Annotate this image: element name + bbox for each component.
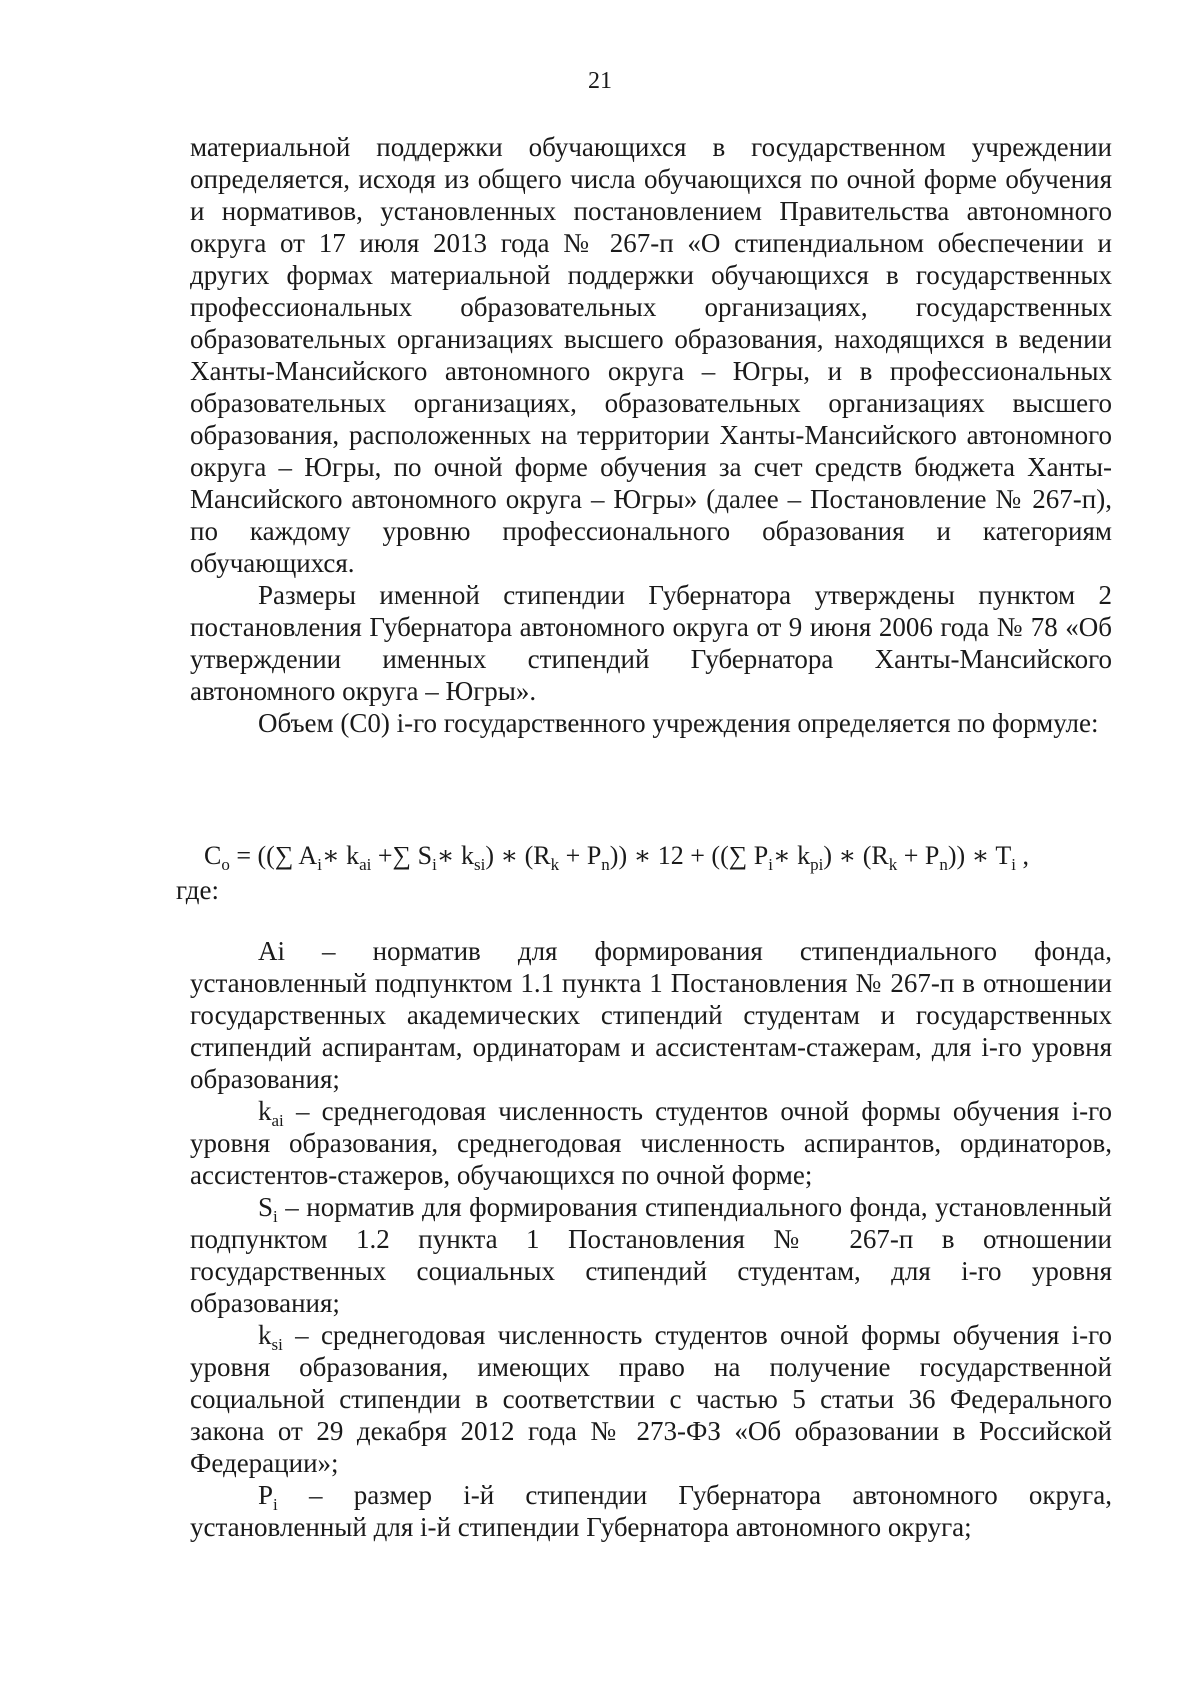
- definition-symbol: k: [258, 1096, 272, 1126]
- formula-lhs-sub: o: [221, 855, 230, 874]
- definition-text: – среднегодовая численность студентов очной формы обучения i-го уровня образования, имеющих право на получение государственной социальной стипендии в соответствии с частью 5 статьи 36 Федерального закона от 29 декабря 2012 года № 273-ФЗ «Об образовании в Российской Федерации»;: [190, 1320, 1112, 1478]
- definition-symbol: Ai: [258, 936, 285, 966]
- formula-term: ,: [1016, 841, 1029, 870]
- formula-subscript: n: [601, 855, 610, 874]
- definition-text: – норматив для формирования стипендиального фонда, установленный подпунктом 1.2 пункта 1 Постановления № 267-п в отношении государственных социальных стипендий студентам, для i-го уровня образования;: [190, 1192, 1112, 1318]
- definition-ksi: [190, 1319, 1112, 1479]
- definition-kai: [190, 1095, 1112, 1191]
- definition-si: [190, 1191, 1112, 1319]
- definition-symbol: S: [258, 1192, 274, 1222]
- formula-term: ) ∗ (R: [823, 841, 889, 870]
- formula-where-label: где:: [176, 875, 219, 905]
- formula-rhs: [229, 841, 1029, 874]
- formula-term: +∑ S: [371, 841, 433, 870]
- definition-symbol-sub: ai: [271, 1111, 284, 1130]
- definition-text: – среднегодовая численность студентов очной формы обучения i-го уровня образования, среднегодовая численность аспирантов, ординаторов, ассистентов-стажеров, обучающихся по очной форме;: [190, 1096, 1112, 1190]
- paragraph-continuation: материальной поддержки обучающихся в государственном учреждении определяется, исходя из общего числа обучающихся по очной форме обучения и нормативов, установленных постановлением Правительства автономного округа от 17 июля 2013 года № 267-п «О стипендиальном обеспечении и других формах материальной поддержки обучающихся в государственных профессиональных образовательных организациях, государственных образовательных организациях высшего образования, находящихся в ведении Ханты-Мансийского автономного округа – Югры, и в профессиональных образовательных организациях, образовательных организациях высшего образования, расположенных на территории Ханты-Мансийского автономного округа – Югры, по очной форме обучения за счет средств бюджета Ханты-Мансийского автономного округа – Югры» (далее – Постановление № 267-п), по каждому уровню профессионального образования и категориям обучающихся.: [190, 132, 1112, 578]
- paragraph-formula-intro: Объем (С0) i-го государственного учреждения определяется по формуле:: [258, 708, 1099, 738]
- definition-symbol-sub: si: [271, 1335, 283, 1354]
- definition-text: – норматив для формирования стипендиального фонда, установленный подпунктом 1.1 пункта 1 Постановления № 267-п в отношении государственных академических стипендий студентам и государственных стипендий аспирантам, ординаторам и ассистентам-стажерам, для i-го уровня образования;: [190, 936, 1112, 1094]
- formula-subscript: i: [317, 855, 322, 874]
- formula-term: ) ∗ (R: [485, 841, 551, 870]
- paragraph-scholarship-sizes: Размеры именной стипендии Губернатора утверждены пунктом 2 постановления Губернатора автономного округа от 9 июня 2006 года № 78 «Об утверждении именных стипендий Губернатора Ханты-Мансийского автономного округа – Югры».: [190, 580, 1112, 706]
- definition-symbol-sub: i: [273, 1207, 278, 1226]
- formula-subscript: k: [550, 855, 560, 874]
- definition-symbol: P: [258, 1480, 274, 1510]
- formula-subscript: i: [432, 855, 437, 874]
- formula-term: ∗ k: [436, 841, 474, 870]
- definitions-list: [190, 935, 1112, 1543]
- body-text-top: [190, 131, 1112, 739]
- formula-term: ∗ k: [321, 841, 360, 870]
- formula: [204, 840, 1029, 872]
- definition-symbol-sub: i: [273, 1495, 278, 1514]
- formula-subscript: k: [888, 855, 898, 874]
- formula-subscript: ai: [359, 855, 372, 874]
- definition-symbol: k: [258, 1320, 272, 1350]
- formula-subscript: pi: [810, 855, 824, 874]
- page-number: 21: [588, 68, 612, 94]
- definition-pi: [190, 1479, 1112, 1543]
- formula-term: + P: [897, 841, 940, 870]
- formula-subscript: si: [473, 855, 486, 874]
- formula-subscript: i: [768, 855, 773, 874]
- formula-subscript: i: [1011, 855, 1016, 874]
- formula-subscript: n: [939, 855, 948, 874]
- formula-term: = ((∑ A: [229, 841, 318, 870]
- formula-lhs: C: [204, 841, 222, 870]
- formula-term: ∗ k: [772, 841, 811, 870]
- formula-term: )) ∗ T: [947, 841, 1012, 870]
- definition-text: – размер i-й стипендии Губернатора автономного округа, установленный для i-й стипендии Губернатора автономного округа;: [190, 1480, 1112, 1542]
- definition-ai: [190, 935, 1112, 1095]
- formula-term: + P: [559, 841, 602, 870]
- formula-term: )) ∗ 12 + ((∑ P: [609, 841, 769, 870]
